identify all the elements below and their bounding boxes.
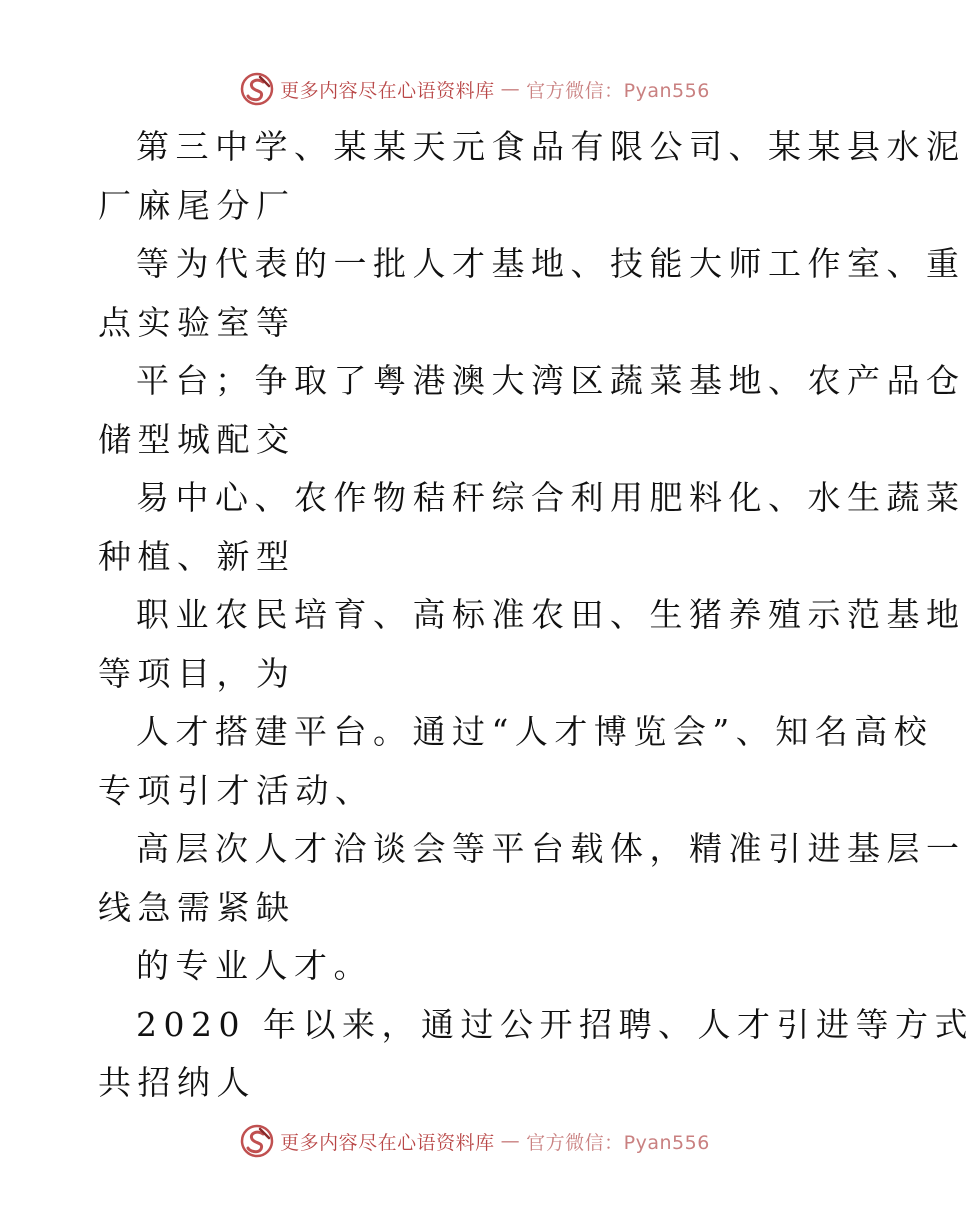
text-line: 2020 年以来，通过公开招聘、人才引进等方式 xyxy=(136,1004,974,1044)
document-body xyxy=(98,118,974,1113)
text-line: 线急需紧缺 xyxy=(98,887,296,927)
watermark-brand: 更多内容尽在心语资料库 xyxy=(280,1131,495,1154)
text-line: 储型城配交 xyxy=(98,419,296,459)
header-watermark xyxy=(0,72,950,106)
stylized-s-logo-icon xyxy=(240,72,274,106)
stylized-s-logo-icon xyxy=(240,1124,274,1158)
text-line: 职业农民培育、高标准农田、生猪养殖示范基地 xyxy=(136,595,966,634)
watermark-dash: — xyxy=(500,1130,521,1152)
watermark-contact: 官方微信：Pyan556 xyxy=(526,79,710,102)
text-line: 的专业人才。 xyxy=(136,946,373,985)
watermark-brand: 更多内容尽在心语资料库 xyxy=(280,79,495,102)
watermark-contact: 官方微信：Pyan556 xyxy=(526,1131,710,1154)
text-line: 专项引才活动、 xyxy=(98,770,375,810)
text-line: 高层次人才洽谈会等平台载体，精准引进基层一 xyxy=(136,829,966,868)
text-line: 第三中学、某某天元食品有限公司、某某县水泥 xyxy=(136,127,966,166)
text-line: 厂麻尾分厂 xyxy=(98,185,296,225)
text-line: 易中心、农作物秸秆综合利用肥料化、水生蔬菜 xyxy=(136,478,966,517)
text-line: 共招纳人 xyxy=(98,1063,256,1102)
text-line: 平台；争取了粤港澳大湾区蔬菜基地、农产品仓 xyxy=(136,361,966,400)
text-line: 人才搭建平台。通过“人才博览会”、知名高校 xyxy=(136,712,934,751)
text-line: 等项目，为 xyxy=(98,653,296,693)
footer-watermark xyxy=(0,1124,950,1158)
text-line: 种植、新型 xyxy=(98,536,296,576)
text-line: 点实验室等 xyxy=(98,302,296,342)
watermark-dash: — xyxy=(500,78,521,100)
text-line: 等为代表的一批人才基地、技能大师工作室、重 xyxy=(136,244,966,283)
